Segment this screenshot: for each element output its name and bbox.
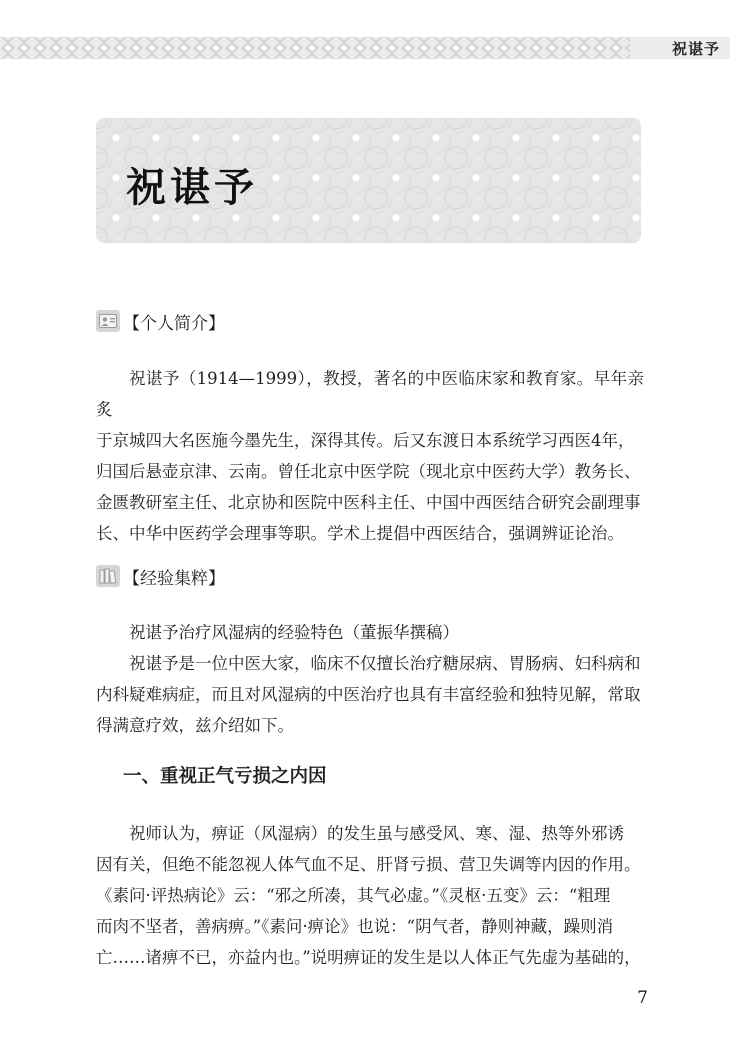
- running-header-band: [0, 37, 730, 59]
- section-heading-profile: [96, 308, 225, 334]
- section-heading-label: 【经验集粹】: [123, 568, 225, 589]
- running-head: 祝谌予: [630, 37, 730, 59]
- subheading: 一、重视正气亏损之内因: [123, 766, 327, 787]
- intro-paragraph: 祝谌予是一位中医大家，临床不仅擅长治疗糖尿病、胃肠病、妇科病和 内科疑难病症，而且对风湿病的中医治疗也具有丰富经验和独特见解，常取 得满意疗效，兹介绍如下。: [96, 654, 641, 735]
- page-number: 7: [637, 988, 648, 1008]
- section-heading-label: 【个人简介】: [123, 313, 225, 334]
- body-paragraph: 祝师认为，痹证（风湿病）的发生虽与感受风、寒、湿、热等外邪诱 因有关，但绝不能忽视人体气血不足、肝肾亏损、营卫失调等内因的作用。 《素问·评热病论》云：“邪之所凑，其气必虚。”《灵枢·五变》云：“粗理 而肉不坚者，善病痹。”《素问·痹论》也说：“阴气者，静则神藏，躁则消 亡……诸痹不已，亦益内也。”说明痹证的发生是以人体正气先虚为基础的，: [96, 824, 641, 967]
- profile-paragraph: 祝谌予（1914—1999），教授，著名的中医临床家和教育家。早年亲炙 于京城四大名医施今墨先生，深得其传。后又东渡日本系统学习西医4年， 归国后悬壶京津、云南。曾任北京中医学院（现北京中医药大学）教务长、 金匮教研室主任、北京协和医院中医科主任、中国中西医结合研究会副理事 长、中华中医药学会理事等职。学术上提倡中西医结合，强调辨证论治。: [96, 369, 644, 543]
- page-title: 祝谌予: [126, 164, 258, 211]
- books-icon: [96, 565, 120, 587]
- section-heading-experience: [96, 563, 225, 589]
- title-banner: [96, 118, 641, 243]
- person-card-icon: [96, 310, 120, 332]
- article-title: 祝谌予治疗风湿病的经验特色（董振华撰稿）: [129, 623, 459, 642]
